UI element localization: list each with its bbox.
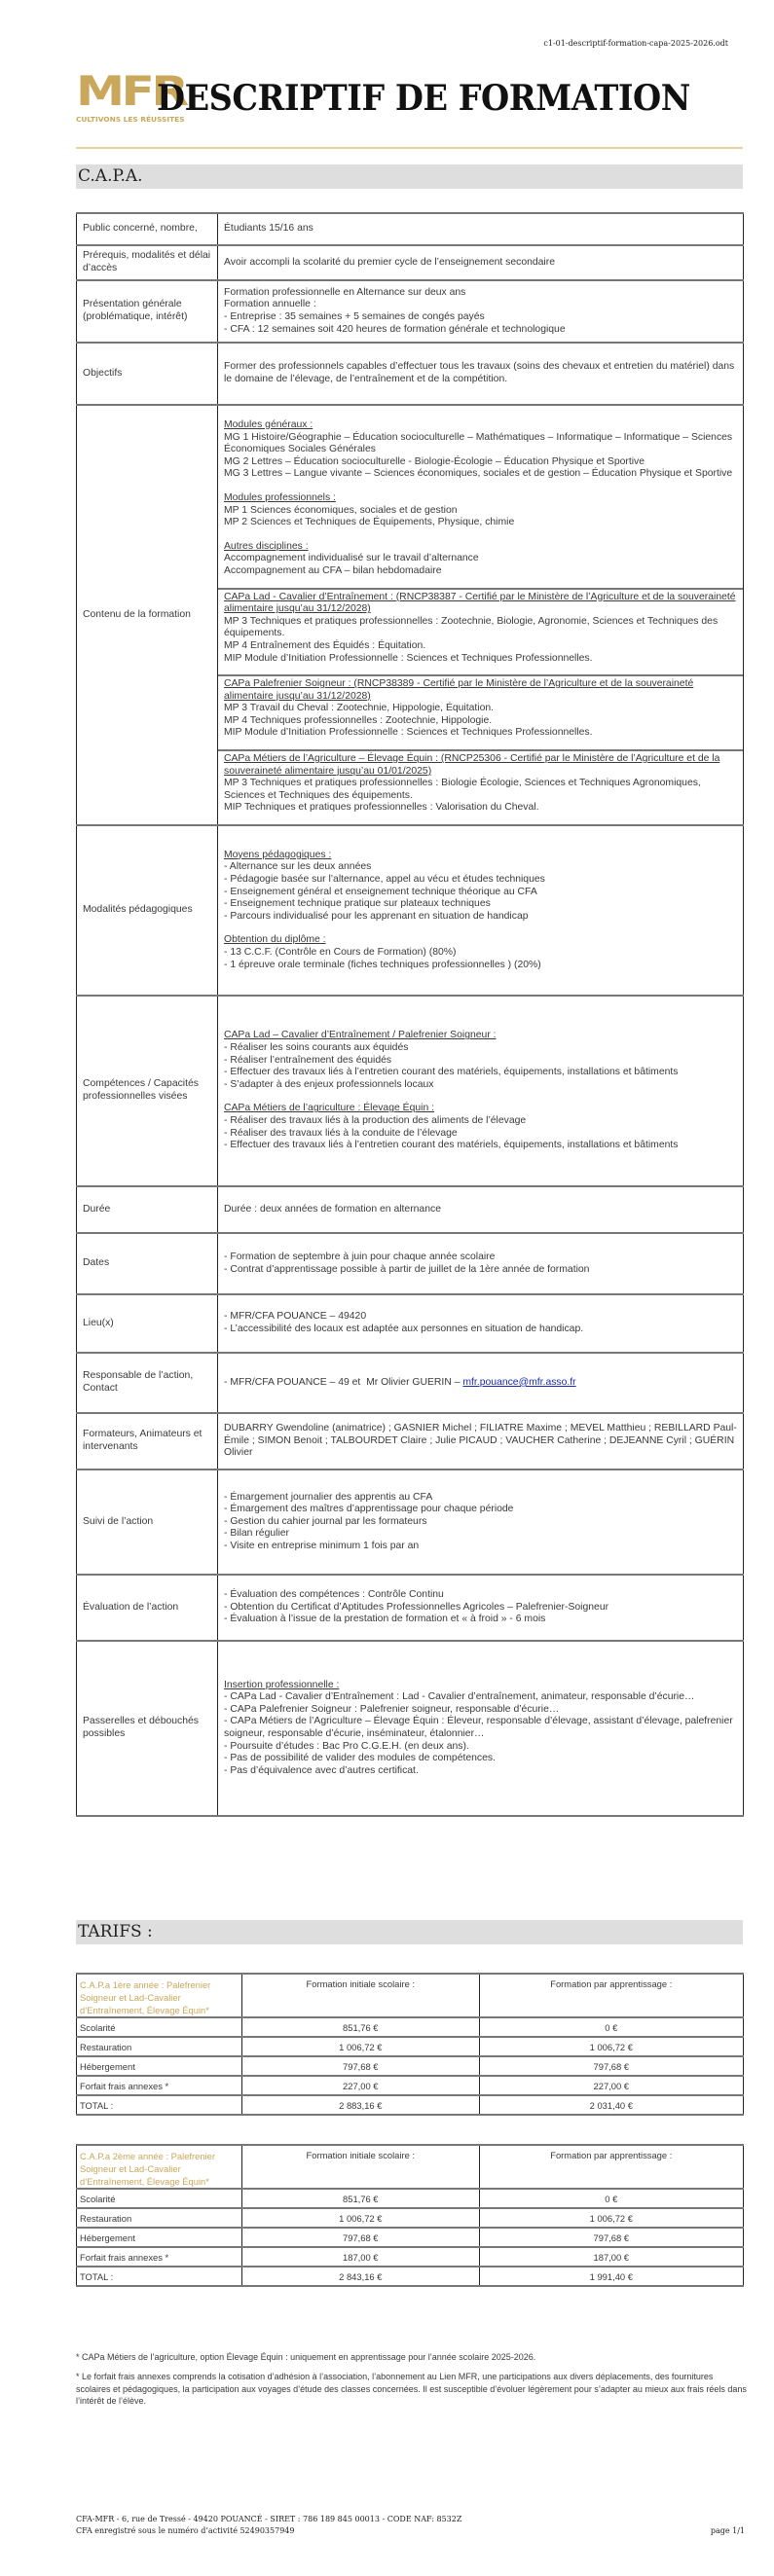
text-line: - Effectuer des travaux liés à l’entretien courant des matériels, équipements, installations et bâtiments bbox=[224, 1067, 679, 1078]
text-line: - Entreprise : 35 semaines + 5 semaines de congés payés bbox=[224, 311, 485, 322]
text-line: Accompagnement au CFA – bilan hebdomadaire bbox=[224, 564, 442, 576]
tarif-value: 1 006,72 € bbox=[479, 2208, 743, 2228]
tarif-row bbox=[77, 2208, 744, 2228]
row-lieu bbox=[77, 1294, 744, 1353]
text-line: - Évaluation des compétences : Contrôle Continu bbox=[224, 1589, 444, 1601]
formation-table bbox=[76, 212, 744, 1817]
row-label: Formateurs, Animateurs et intervenants bbox=[77, 1413, 218, 1469]
text-line: MP 2 Sciences et Techniques de Équipements, Physique, chimie bbox=[224, 517, 515, 528]
row-value bbox=[218, 405, 744, 825]
tarif-value: 187,00 € bbox=[479, 2247, 743, 2267]
document-filename: c1-01-descriptif-formation-capa-2025-2026.odt bbox=[543, 39, 728, 48]
tarif-label: Hébergement bbox=[77, 2056, 242, 2076]
text-line: MP 3 Techniques et pratiques professionnelles : Zootechnie, Biologie, Agronomie, Sciences et Techniques des équipements. bbox=[224, 615, 719, 639]
text-line: - Enseignement général et enseignement technique théorique au CFA bbox=[224, 886, 537, 897]
text-line: - Contrat d’apprentissage possible à partir de juillet de la 1ère année de formation bbox=[224, 1263, 590, 1275]
text-line: - Émargement des maîtres d’apprentissage pour chaque période bbox=[224, 1504, 514, 1515]
tarif-value: 2 843,16 € bbox=[242, 2267, 480, 2286]
row-label: Suivi de l’action bbox=[77, 1469, 218, 1575]
text-line: - Réaliser des travaux liés à la conduite de l’élevage bbox=[224, 1127, 458, 1139]
row-modalites bbox=[77, 825, 744, 996]
text-line: - 13 C.C.F. (Contrôle en Cours de Formation) (80%) bbox=[224, 947, 457, 959]
tarif-value: 1 006,72 € bbox=[242, 2208, 480, 2228]
subheading: CAPa Lad – Cavalier d’Entraînement / Palefrenier Soigneur : bbox=[224, 1030, 497, 1041]
tarif-label: Forfait frais annexes * bbox=[77, 2247, 242, 2267]
row-label: Public concerné, nombre, bbox=[77, 213, 218, 245]
text-line: - Parcours individualisé pour les apprenant en situation de handicap bbox=[224, 910, 529, 922]
subheading: CAPa Palefrenier Soigneur : (RNCP38389 - Certifié par le Ministère de l’Agriculture et de la souveraineté alimentaire jusqu’au 31/12/2028) bbox=[224, 678, 694, 702]
tarif-value: 797,68 € bbox=[242, 2228, 480, 2247]
row-suivi bbox=[77, 1469, 744, 1575]
text-line: - Pas d’équivalence avec d’autres certificat. bbox=[224, 1764, 419, 1776]
row-contenu bbox=[77, 405, 744, 825]
tarif-value: 0 € bbox=[479, 2189, 743, 2208]
row-competences bbox=[77, 996, 744, 1186]
text-line: - Émargement journalier des apprentis au CFA bbox=[224, 1491, 433, 1503]
row-value bbox=[218, 825, 744, 996]
row-value bbox=[218, 280, 744, 343]
text-line: - Réaliser les soins courants aux équidés bbox=[224, 1041, 409, 1053]
tarifs-title: TARIFS : bbox=[76, 1920, 743, 1944]
capa-metiers-block bbox=[218, 749, 743, 824]
text-line: MIP Module d’Initiation Professionnelle : Sciences et Techniques Professionnelles. bbox=[224, 727, 593, 739]
logo-tagline: CULTIVONS LES RÉUSSITES bbox=[76, 115, 185, 124]
tarif-value: 227,00 € bbox=[242, 2076, 480, 2095]
row-value bbox=[218, 1353, 744, 1413]
footer-registration: CFA enregistré sous le numéro d’activité 52490357949 bbox=[76, 2526, 295, 2535]
tarif-value: 227,00 € bbox=[479, 2076, 743, 2095]
text-line: - Enseignement technique pratique sur plateaux techniques bbox=[224, 898, 491, 910]
row-label: Dates bbox=[77, 1233, 218, 1294]
tarif-label: Restauration bbox=[77, 2208, 242, 2228]
text-line: - Bilan régulier bbox=[224, 1528, 289, 1540]
row-value bbox=[218, 1575, 744, 1641]
row-value: Former des professionnels capables d’effectuer tous les travaux (soins des chevaux et entretien du matériel) dans le domaine de l’élevage, de l’entraînement et de la compétition. bbox=[218, 343, 744, 405]
tarif-value: 1 006,72 € bbox=[479, 2037, 743, 2056]
subheading: CAPa Métiers de l’agriculture : Élevage Équin : bbox=[224, 1103, 435, 1114]
text-line: - Alternance sur les deux années bbox=[224, 861, 372, 873]
subheading: Insertion professionnelle : bbox=[224, 1679, 340, 1690]
row-label: Objectifs bbox=[77, 343, 218, 405]
row-label: Compétences / Capacités professionnelles visées bbox=[77, 996, 218, 1186]
row-label: Lieu(x) bbox=[77, 1294, 218, 1353]
tarif-value: 851,76 € bbox=[242, 2189, 480, 2208]
text-line: - Pédagogie basée sur l’alternance, appel au vécu et études techniques bbox=[224, 874, 545, 886]
tarif-value: 797,68 € bbox=[479, 2056, 743, 2076]
contact-text: - MFR/CFA POUANCE – 49 et Mr Olivier GUERIN – bbox=[224, 1376, 463, 1388]
tarif-value: 1 991,40 € bbox=[479, 2267, 743, 2286]
tarif-row bbox=[77, 2189, 744, 2208]
text-line: Formation professionnelle en Alternance sur deux ans bbox=[224, 286, 466, 298]
subheading: Moyens pédagogiques : bbox=[224, 849, 332, 860]
tarif-label: TOTAL : bbox=[77, 2267, 242, 2286]
text-line: MG 1 Histoire/Géographie – Éducation socioculturelle – Mathématiques – Informatique – Informatique – Sciences Économiques Sociales Générales bbox=[224, 431, 733, 455]
col-header: Formation par apprentissage : bbox=[479, 2145, 743, 2189]
tarif-title: C.A.P.a 1ère année : Palefrenier Soigneur et Lad-Cavalier d’Entraînement, Élevage Équin* bbox=[77, 1974, 242, 2017]
section-title: C.A.P.A. bbox=[76, 164, 743, 189]
col-header: Formation par apprentissage : bbox=[479, 1974, 743, 2017]
text-line: MP 3 Travail du Cheval : Zootechnie, Hippologie, Équitation. bbox=[224, 703, 495, 714]
text-line: - CFA : 12 semaines soit 420 heures de formation générale et technologique bbox=[224, 323, 566, 335]
text-line: - Obtention du Certificat d’Aptitudes Professionnelles Agricoles – Palefrenier-Soigneur bbox=[224, 1601, 609, 1613]
footnote: * CAPa Métiers de l’agriculture, option Élevage Équin : uniquement en apprentissage pour l’année scolaire 2025-2026. bbox=[76, 2352, 536, 2362]
tarif-value: 1 006,72 € bbox=[242, 2037, 480, 2056]
text-line: - Formation de septembre à juin pour chaque année scolaire bbox=[224, 1251, 496, 1262]
tarif-table-2 bbox=[76, 2144, 744, 2287]
row-value: DUBARRY Gwendoline (animatrice) ; GASNIER Michel ; FILIATRE Maxime ; MEVEL Matthieu ; REBILLARD Paul-Émile ; SIMON Benoit ; TALBOURDET Claire ; Julie PICAUD ; VAUCHER Catherine ; DEJEANNE Cyril ; GUÉRIN Olivier bbox=[218, 1413, 744, 1469]
tarif-label: Forfait frais annexes * bbox=[77, 2076, 242, 2095]
tarif-title: C.A.P.a 2ème année : Palefrenier Soigneur et Lad-Cavalier d’Entraînement, Élevage Équin* bbox=[77, 2145, 242, 2189]
text-line: - Gestion du cahier journal par les formateurs bbox=[224, 1515, 427, 1527]
text-line: MP 4 Entraînement des Équidés : Équitation. bbox=[224, 639, 426, 651]
text-line: MP 4 Techniques professionnelles : Zootechnie, Hippologie. bbox=[224, 714, 493, 726]
row-presentation bbox=[77, 280, 744, 343]
logo-text: MFR bbox=[76, 67, 186, 115]
tarif-value: 2 883,16 € bbox=[242, 2095, 480, 2115]
header-divider bbox=[76, 147, 743, 149]
tarif-value: 797,68 € bbox=[242, 2056, 480, 2076]
text-line: - L’accessibilité des locaux est adaptée aux personnes en situation de handicap. bbox=[224, 1324, 584, 1335]
row-label: Passerelles et débouchés possibles bbox=[77, 1641, 218, 1816]
text-line: - Évaluation à l’issue de la prestation de formation et « à froid » - 6 mois bbox=[224, 1614, 546, 1625]
subheading: CAPa Métiers de l’Agriculture – Élevage Équin : (RNCP25306 - Certifié par le Ministère de l’Agriculture et de la souveraineté alimentaire jusqu’au 01/01/2025) bbox=[224, 753, 720, 777]
footnotes bbox=[76, 2351, 748, 2415]
tarif-row bbox=[77, 2076, 744, 2095]
text-line: Accompagnement individualisé sur le travail d’alternance bbox=[224, 553, 479, 564]
text-line: MIP Techniques et pratiques professionnelles : Valorisation du Cheval. bbox=[224, 802, 539, 814]
tarif-row bbox=[77, 2056, 744, 2076]
tarif-value: 2 031,40 € bbox=[479, 2095, 743, 2115]
tarif-row bbox=[77, 2247, 744, 2267]
text-line: MP 3 Techniques et pratiques professionnelles : Biologie Écologie, Sciences et Techniques Agronomiques, Sciences et Techniques des équipements. bbox=[224, 778, 701, 801]
col-header: Formation initiale scolaire : bbox=[242, 1974, 480, 2017]
text-line: - Pas de possibilité de valider des modules de compétences. bbox=[224, 1753, 496, 1764]
footnote: * Le forfait frais annexes comprends la cotisation d’adhésion à l’association, l’abonnement au Lien MFR, une participations aux divers déplacements, des fournitures scolaires et pédagogiques, la participation aux voyages d’étude des classes concernées. Il est susceptible d’évoluer légèrement pour s’adapter au mieux aux frais réels dans l’intérêt de l’élève. bbox=[76, 2372, 747, 2407]
tarif-value: 851,76 € bbox=[242, 2017, 480, 2037]
tarif-row bbox=[77, 2228, 744, 2247]
row-value bbox=[218, 1469, 744, 1575]
tarif-label: Scolarité bbox=[77, 2189, 242, 2208]
text-line: - Réaliser des travaux liés à la production des aliments de l’élevage bbox=[224, 1114, 527, 1126]
row-label: Évaluation de l’action bbox=[77, 1575, 218, 1641]
row-label: Durée bbox=[77, 1186, 218, 1233]
text-line: - CAPa Palefrenier Soigneur : Palefrenier soigneur, responsable d’écurie… bbox=[224, 1703, 560, 1715]
text-line: - Effectuer des travaux liés à l’entretien courant des matériels, équipements, installations et bâtiments bbox=[224, 1140, 679, 1151]
row-label: Présentation générale (problématique, intérêt) bbox=[77, 280, 218, 343]
capa-palefrenier-block bbox=[218, 674, 743, 749]
row-value bbox=[218, 1294, 744, 1353]
row-responsable bbox=[77, 1353, 744, 1413]
text-line: MP 1 Sciences économiques, sociales et de gestion bbox=[224, 504, 458, 516]
tarif-total-row bbox=[77, 2267, 744, 2286]
subheading: CAPa Lad - Cavalier d’Entraînement : (RNCP38387 - Certifié par le Ministère de l’Agriculture et de la souveraineté alimentaire jusqu’au 31/12/2028) bbox=[224, 591, 736, 615]
text-line: - 1 épreuve orale terminale (fiches techniques professionnelles ) (20%) bbox=[224, 959, 541, 970]
row-value: Avoir accompli la scolarité du premier cycle de l’enseignement secondaire bbox=[218, 245, 744, 280]
text-line: MG 2 Lettres – Éducation socioculturelle - Biologie-Écologie – Éducation Physique et Sportive bbox=[224, 455, 645, 467]
tarif-row bbox=[77, 2037, 744, 2056]
tarif-row bbox=[77, 2017, 744, 2037]
text-line: - CAPa Lad - Cavalier d’Entraînement : Lad - Cavalier d’entraînement, animateur, responsable d’écurie… bbox=[224, 1691, 695, 1703]
text-line: Formation annuelle : bbox=[224, 299, 316, 310]
text-line: - S’adapter à des enjeux professionnels locaux bbox=[224, 1078, 434, 1090]
row-passerelles bbox=[77, 1641, 744, 1816]
tarif-label: TOTAL : bbox=[77, 2095, 242, 2115]
row-objectifs bbox=[77, 343, 744, 405]
text-line: MIP Module d’Initiation Professionnelle : Sciences et Techniques Professionnelles. bbox=[224, 652, 593, 664]
page-footer bbox=[76, 2514, 745, 2537]
page-title: DESCRIPTIF DE FORMATION bbox=[157, 78, 690, 119]
row-public bbox=[77, 213, 744, 245]
text-line: - MFR/CFA POUANCE – 49420 bbox=[224, 1311, 367, 1323]
tarif-value: 797,68 € bbox=[479, 2228, 743, 2247]
tarif-header bbox=[77, 1974, 744, 2017]
row-label: Modalités pédagogiques bbox=[77, 825, 218, 996]
row-label: Prérequis, modalités et délai d’accès bbox=[77, 245, 218, 280]
tarif-total-row bbox=[77, 2095, 744, 2115]
tarif-label: Restauration bbox=[77, 2037, 242, 2056]
text-line: MG 3 Lettres – Langue vivante – Sciences économiques, sociales et de gestion – Éducation Physique et Sportive bbox=[224, 468, 733, 480]
row-value: Durée : deux années de formation en alternance bbox=[218, 1186, 744, 1233]
row-value bbox=[218, 1233, 744, 1294]
tarif-header bbox=[77, 2145, 744, 2189]
footer-address: CFA-MFR - 6, rue de Tressé - 49420 POUANCÉ - SIRET : 786 189 845 00013 - CODE NAF: 8532Z bbox=[76, 2515, 462, 2523]
subheading: Modules généraux : bbox=[224, 419, 313, 430]
modules-block bbox=[218, 406, 743, 588]
row-prerequis bbox=[77, 245, 744, 280]
row-dates bbox=[77, 1233, 744, 1294]
subheading: Autres disciplines : bbox=[224, 540, 309, 552]
row-value bbox=[218, 1641, 744, 1816]
row-evaluation bbox=[77, 1575, 744, 1641]
text-line: - Poursuite d’études : Bac Pro C.G.E.H. (en deux ans). bbox=[224, 1740, 469, 1752]
row-value: Étudiants 15/16 ans bbox=[218, 213, 744, 245]
tarif-value: 187,00 € bbox=[242, 2247, 480, 2267]
row-formateurs bbox=[77, 1413, 744, 1469]
row-label: Contenu de la formation bbox=[77, 405, 218, 825]
row-duree bbox=[77, 1186, 744, 1233]
tarif-label: Hébergement bbox=[77, 2228, 242, 2247]
page-number: page 1/1 bbox=[710, 2526, 745, 2535]
text-line: - Réaliser l’entraînement des équidés bbox=[224, 1054, 392, 1066]
row-value bbox=[218, 996, 744, 1186]
subheading: Obtention du diplôme : bbox=[224, 934, 326, 946]
subheading: Modules professionnels : bbox=[224, 491, 336, 503]
tarif-value: 0 € bbox=[479, 2017, 743, 2037]
text-line: - CAPa Métiers de l’Agriculture – Élevage Équin : Éleveur, responsable d’élevage, assistant d’élevage, palefrenier soigneur, responsable d’écurie, inséminateur, étalonnier… bbox=[224, 1716, 733, 1740]
row-label: Responsable de l’action, Contact bbox=[77, 1353, 218, 1413]
tarif-label: Scolarité bbox=[77, 2017, 242, 2037]
email-link[interactable]: mfr.pouance@mfr.asso.fr bbox=[462, 1376, 576, 1388]
col-header: Formation initiale scolaire : bbox=[242, 2145, 480, 2189]
tarif-table-1 bbox=[76, 1973, 744, 2116]
text-line: - Visite en entreprise minimum 1 fois par an bbox=[224, 1540, 420, 1551]
capa-lad-block bbox=[218, 588, 743, 675]
